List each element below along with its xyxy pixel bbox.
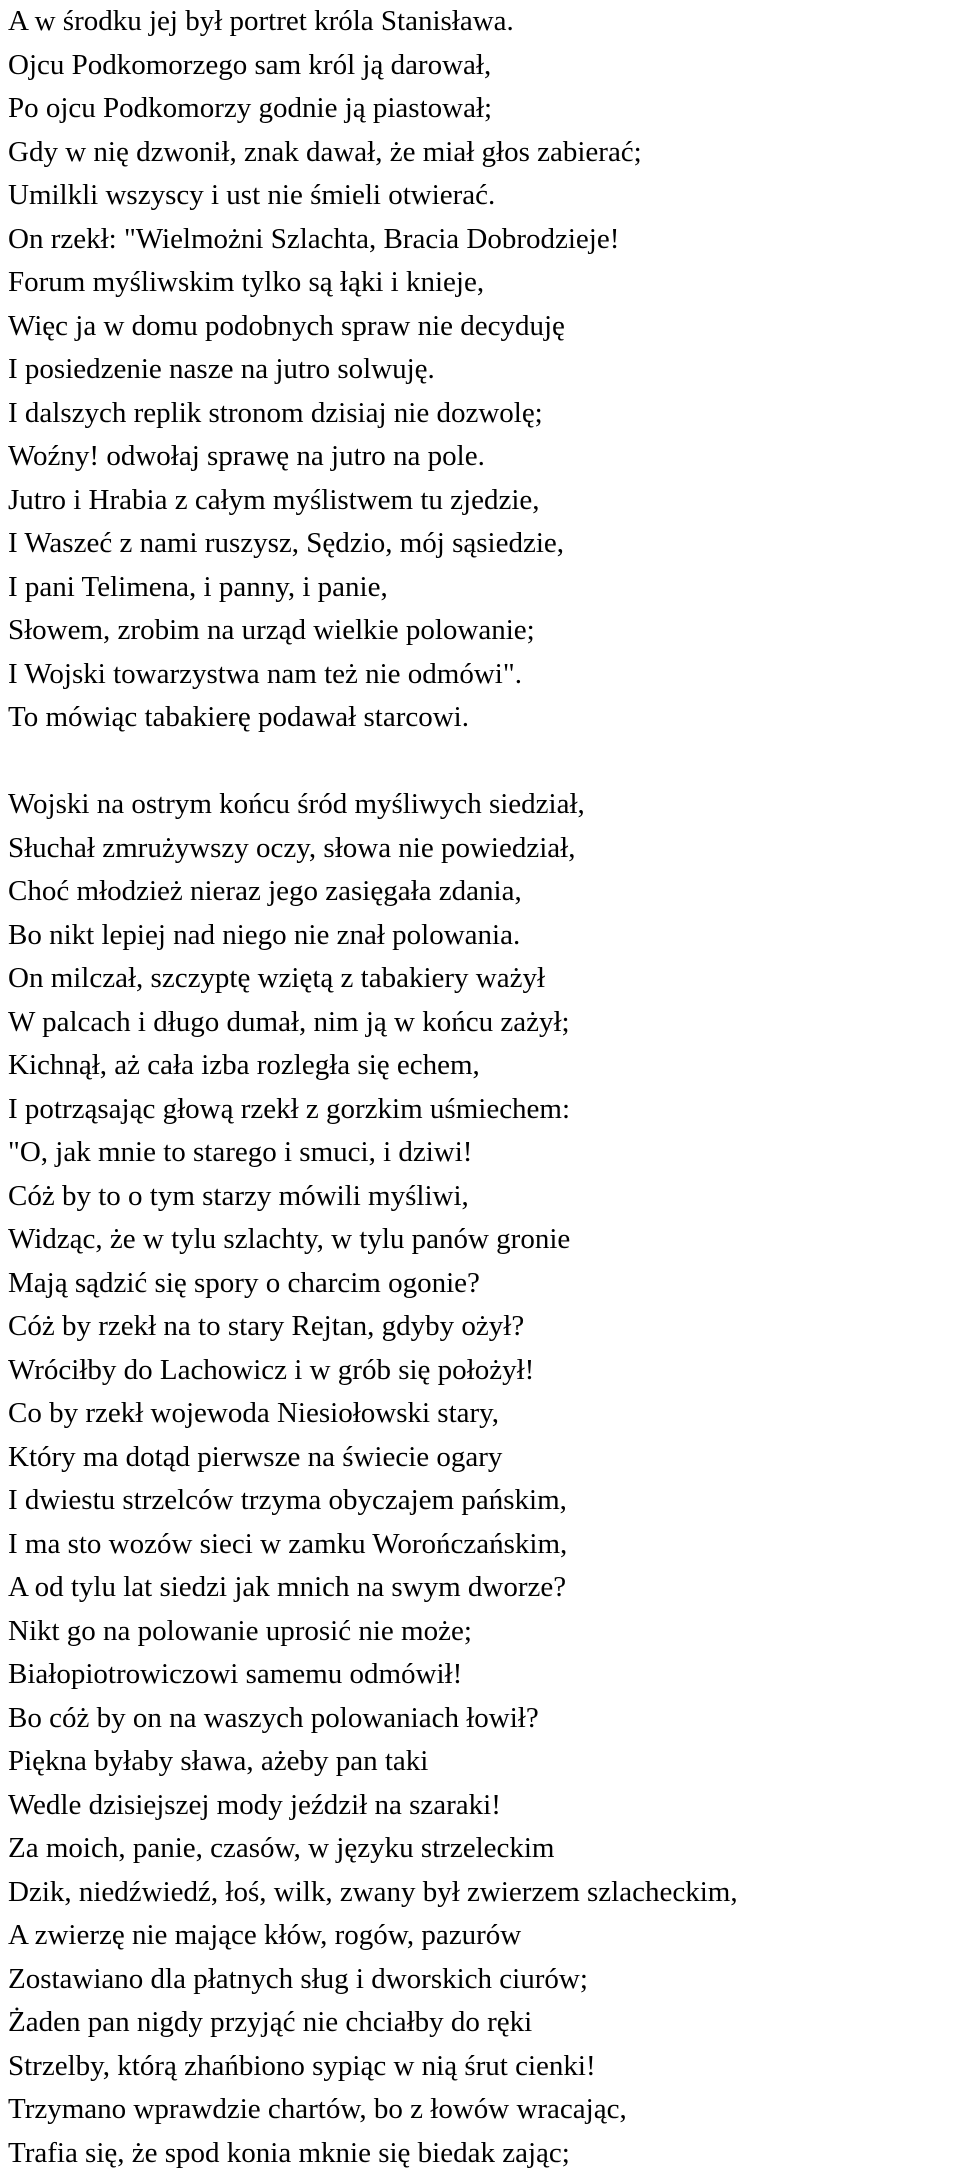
poem-line: A w środku jej był portret króla Stanisława. xyxy=(8,5,514,37)
poem-line: Słuchał zmrużywszy oczy, słowa nie powiedział, xyxy=(8,831,576,864)
poem-line: Widząc, że w tylu szlachty, w tylu panów gronie xyxy=(8,1223,571,1255)
poem-line: I dwiestu strzelców trzyma obyczajem pańskim, xyxy=(8,1484,567,1516)
poem-line: Wróciłby do Lachowicz i w grób się położył! xyxy=(8,1353,535,1386)
poem-line: To mówiąc tabakierę podawał starcowi. xyxy=(8,701,469,733)
poem-line: Słowem, zrobim na urząd wielkie polowanie; xyxy=(8,614,535,646)
poem-line: I ma sto wozów sieci w zamku Worończańskim, xyxy=(8,1527,568,1560)
poem-line: Umilkli wszyscy i ust nie śmieli otwierać. xyxy=(8,179,496,211)
poem-line: Nikt go na polowanie uprosić nie może; xyxy=(8,1614,472,1647)
poem-line: Bo nikt lepiej nad niego nie znał polowania. xyxy=(8,918,521,951)
poem-line: I potrząsając głową rzekł z gorzkim uśmiechem: xyxy=(8,1092,571,1125)
poem-line: Więc ja w domu podobnych spraw nie decyduję xyxy=(8,309,565,342)
poem-line: Wojski na ostrym końcu śród myśliwych siedział, xyxy=(8,788,585,820)
poem-line: Trafia się, że spod konia mknie się biedak zając; xyxy=(8,2136,570,2169)
stanza-1 xyxy=(8,0,958,740)
poem-line: Dzik, niedźwiedź, łoś, wilk, zwany był zwierzem szlacheckim, xyxy=(8,1875,738,1908)
poem-line: Kichnął, aż cała izba rozległa się echem, xyxy=(8,1049,480,1081)
poem-line: Piękna byłaby sława, ażeby pan taki xyxy=(8,1745,429,1777)
poem-line: "O, jak mnie to starego i smuci, i dziwi! xyxy=(8,1136,473,1168)
poem-line: On rzekł: "Wielmożni Szlachta, Bracia Dobrodzieje! xyxy=(8,222,620,255)
poem-line: Co by rzekł wojewoda Niesiołowski stary, xyxy=(8,1397,500,1429)
poem-line: Wedle dzisiejszej mody jeździł na szaraki! xyxy=(8,1788,501,1821)
poem-line: Strzelby, którą zhańbiono sypiąc w nią śrut cienki! xyxy=(8,2049,596,2082)
poem-line: Zostawiano dla płatnych sług i dworskich ciurów; xyxy=(8,1962,588,1995)
poem-line: Cóż by rzekł na to stary Rejtan, gdyby ożył? xyxy=(8,1310,525,1342)
poem-line: Ojcu Podkomorzego sam król ją darował, xyxy=(8,48,492,81)
poem-line: Trzymano wprawdzie chartów, bo z łowów wracając, xyxy=(8,2093,627,2125)
poem-line: Forum myśliwskim tylko są łąki i knieje, xyxy=(8,266,485,298)
poem-line: Po ojcu Podkomorzy godnie ją piastował; xyxy=(8,92,493,124)
stanza-break xyxy=(8,740,958,784)
poem-line: I posiedzenie nasze na jutro solwuję. xyxy=(8,353,435,385)
poem-line: I dalszych replik stronom dzisiaj nie dozwolę; xyxy=(8,396,543,429)
poem-line: W palcach i długo dumał, nim ją w końcu zażył; xyxy=(8,1005,570,1038)
poem-line: I pani Telimena, i panny, i panie, xyxy=(8,570,388,603)
poem-page xyxy=(8,0,958,2175)
poem-line: Gdy w nię dzwonił, znak dawał, że miał głos zabierać; xyxy=(8,135,642,168)
poem-line: Cóż by to o tym starzy mówili myśliwi, xyxy=(8,1179,469,1212)
stanza-2 xyxy=(8,783,958,2175)
poem-line: Choć młodzież nieraz jego zasięgała zdania, xyxy=(8,875,522,907)
poem-line: Jutro i Hrabia z całym myślistwem tu zjedzie, xyxy=(8,483,540,516)
poem-line: A od tylu lat siedzi jak mnich na swym dworze? xyxy=(8,1571,567,1603)
poem-line: Woźny! odwołaj sprawę na jutro na pole. xyxy=(8,440,485,472)
poem-line: Bo cóż by on na waszych polowaniach łowił? xyxy=(8,1701,539,1734)
poem-line: On milczał, szczyptę wziętą z tabakiery ważył xyxy=(8,962,546,994)
poem-line: Żaden pan nigdy przyjąć nie chciałby do ręki xyxy=(8,2006,533,2038)
poem-line: A zwierzę nie mające kłów, rogów, pazurów xyxy=(8,1919,522,1951)
poem-line: Za moich, panie, czasów, w języku strzeleckim xyxy=(8,1832,555,1864)
poem-line: Białopiotrowiczowi samemu odmówił! xyxy=(8,1658,463,1690)
poem-line: I Waszeć z nami ruszysz, Sędzio, mój sąsiedzie, xyxy=(8,527,564,559)
poem-line: Który ma dotąd pierwsze na świecie ogary xyxy=(8,1440,503,1473)
poem-line: Mają sądzić się spory o charcim ogonie? xyxy=(8,1266,480,1299)
poem-line: I Wojski towarzystwa nam też nie odmówi". xyxy=(8,657,522,690)
